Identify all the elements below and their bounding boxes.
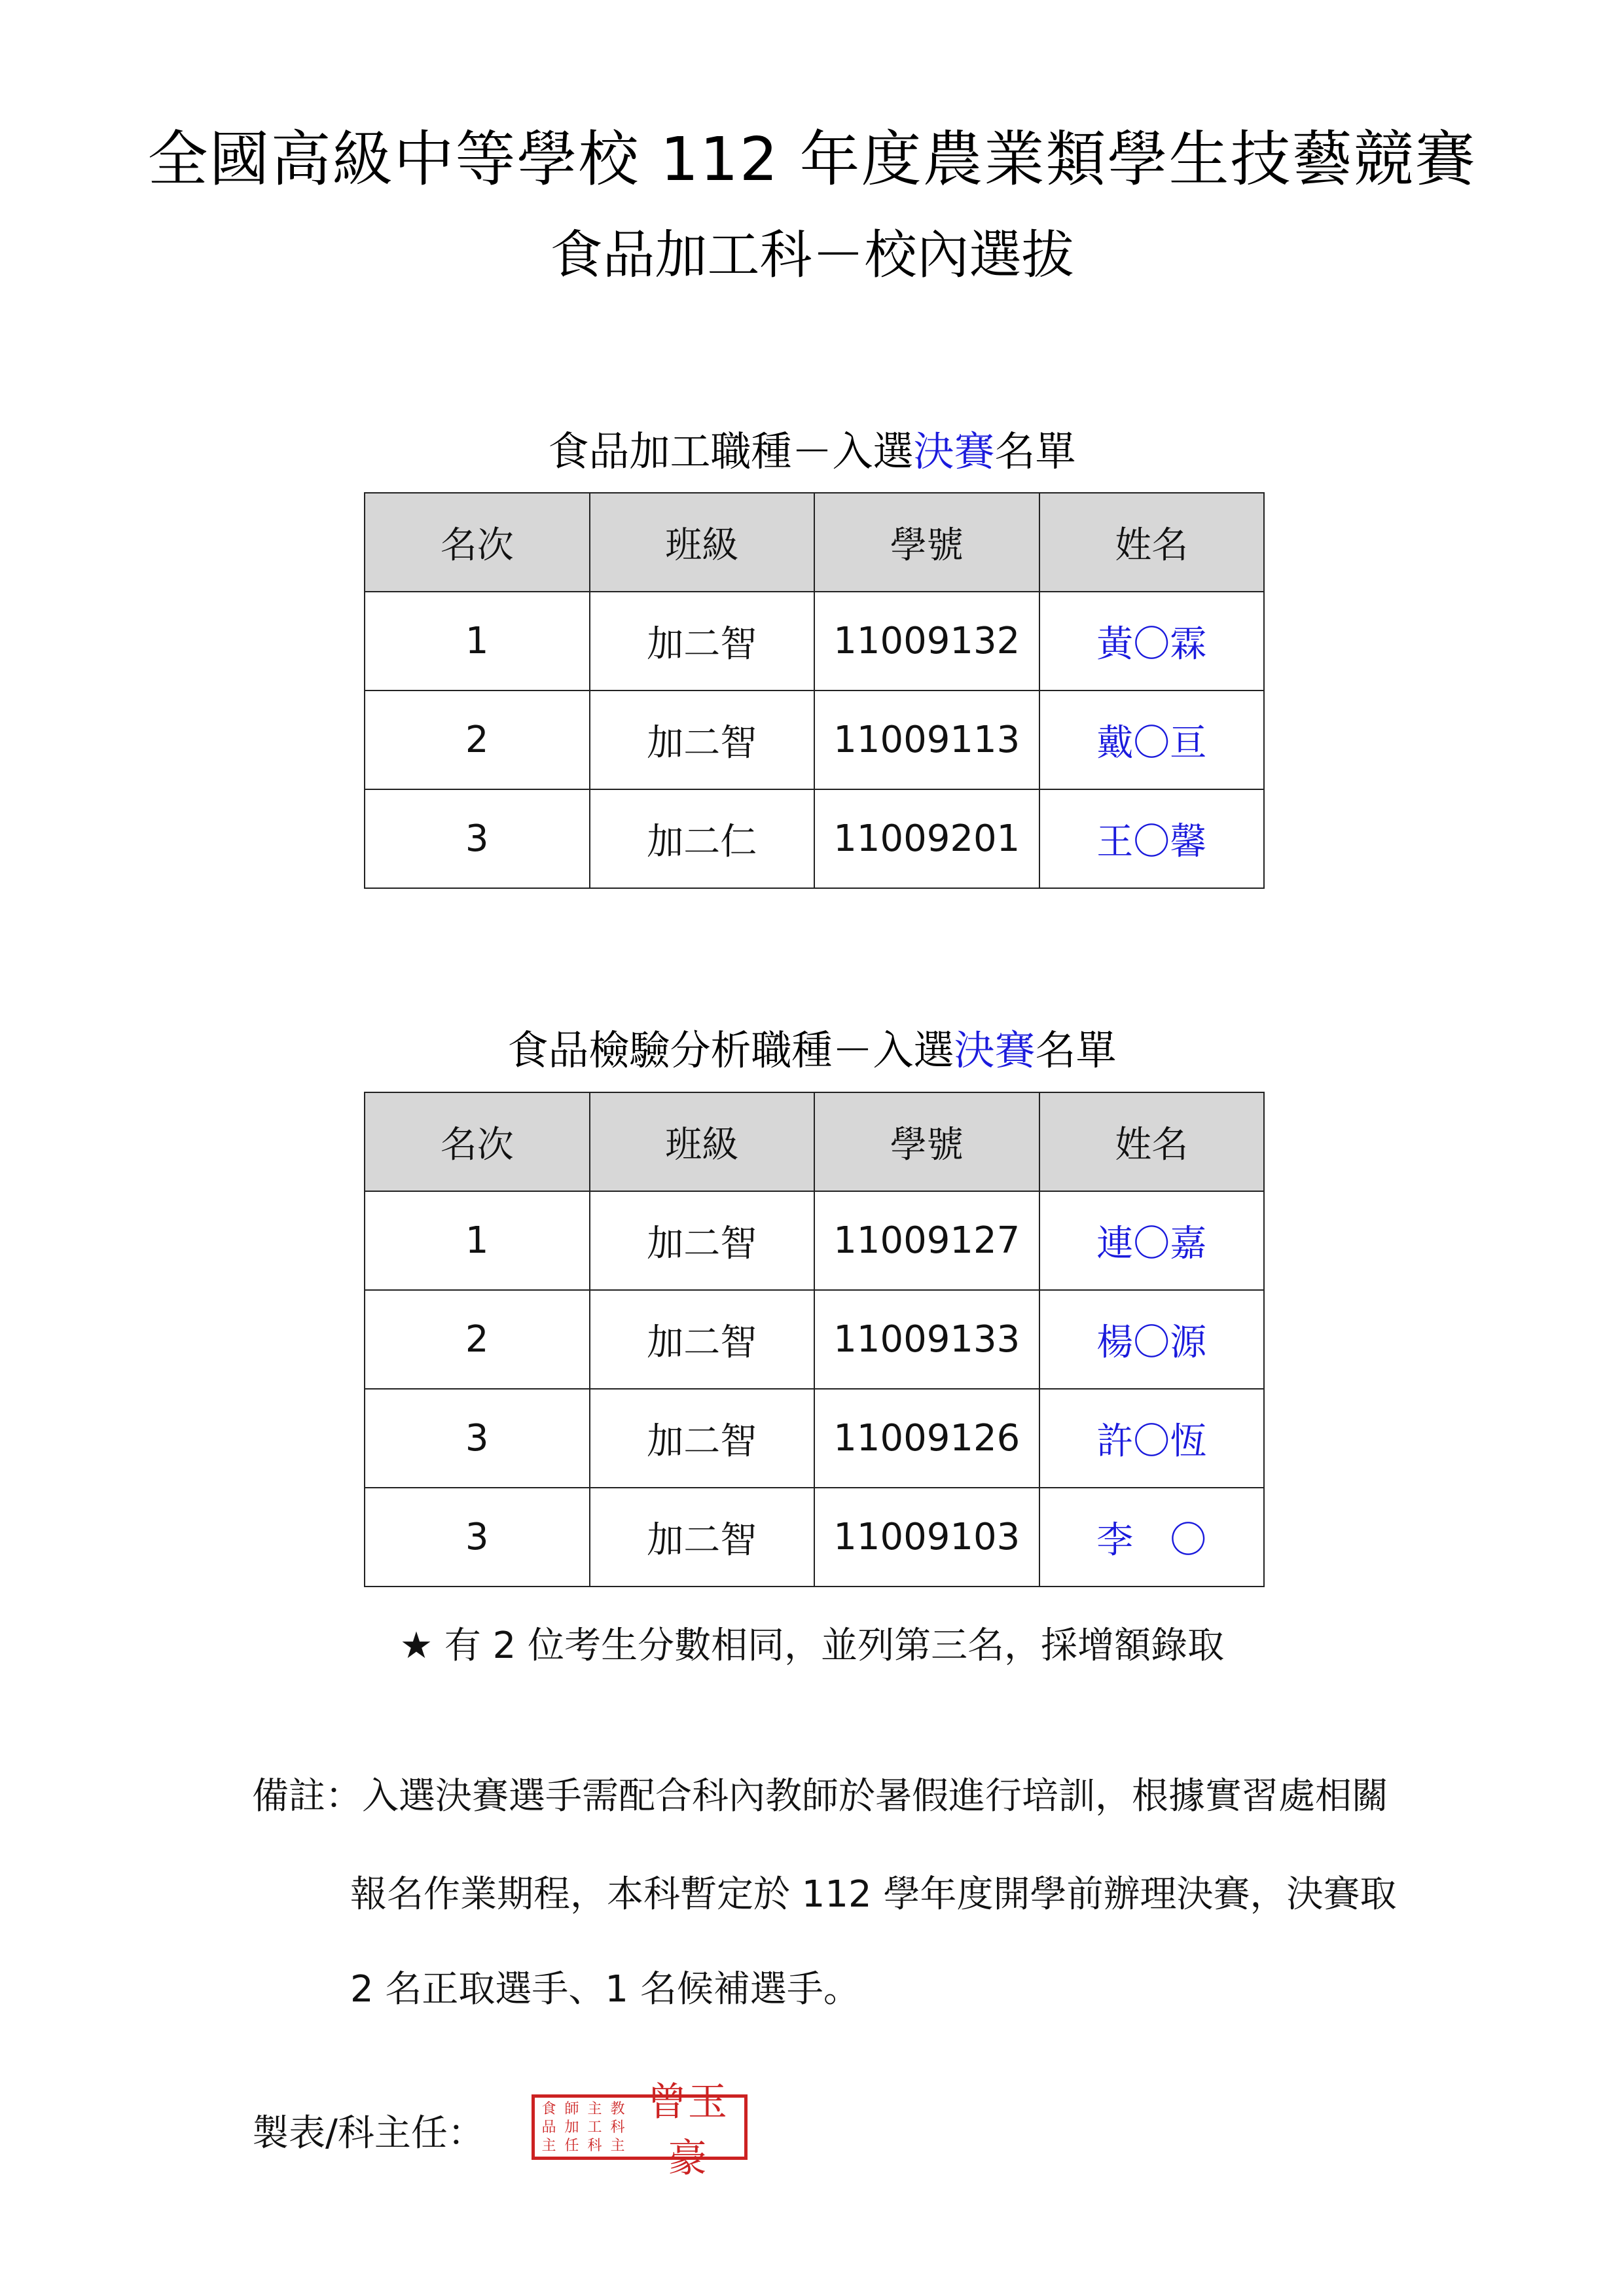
col-class-header: 班級 bbox=[590, 1092, 815, 1191]
student-name-cell: 戴〇亘 bbox=[1039, 691, 1265, 789]
col-rank-header: 名次 bbox=[365, 1092, 590, 1191]
student-id-cell: 11009103 bbox=[814, 1488, 1039, 1587]
table-row bbox=[365, 691, 1264, 789]
student-name-cell: 黃〇霖 bbox=[1039, 592, 1265, 691]
student-name-cell: 李 〇 bbox=[1039, 1488, 1265, 1587]
student-name-cell: 連〇嘉 bbox=[1039, 1191, 1265, 1290]
class-cell: 加二智 bbox=[590, 592, 815, 691]
seal-title-text: 食 師 主 教 品 加 工 科 主 任 科 主 bbox=[541, 2101, 625, 2154]
document-title: 全國高級中等學校 112 年度農業類學生技藝競賽 bbox=[147, 124, 1477, 194]
student-name-cell: 許〇恆 bbox=[1039, 1389, 1265, 1488]
table-row bbox=[365, 1191, 1264, 1290]
table2-caption bbox=[0, 1018, 1624, 1076]
col-id-header: 學號 bbox=[814, 493, 1039, 592]
table2-caption-pre: 食品檢驗分析職種－入選 bbox=[507, 1026, 954, 1074]
signer-label: 製表/科主任： bbox=[252, 2112, 484, 2155]
class-cell: 加二智 bbox=[590, 691, 815, 789]
rank-cell: 2 bbox=[365, 1290, 590, 1389]
tie-note: ★ 有 2 位考生分數相同，並列第三名，採增額錄取 bbox=[399, 1624, 1225, 1667]
document-subtitle: 食品加工科－校內選拔 bbox=[550, 224, 1074, 285]
table2-caption-post: 名單 bbox=[1035, 1026, 1117, 1074]
table1-caption-pre: 食品加工職種－入選 bbox=[548, 427, 914, 475]
col-name-header: 姓名 bbox=[1039, 1092, 1265, 1191]
table1-caption-highlight: 決賽 bbox=[913, 427, 995, 475]
table-row bbox=[365, 592, 1264, 691]
remark-line-3: 2 名正取選手、1 名候補選手。 bbox=[350, 1968, 860, 2011]
table-row bbox=[365, 1290, 1264, 1389]
rank-cell: 2 bbox=[365, 691, 590, 789]
rank-cell: 1 bbox=[365, 1191, 590, 1290]
class-cell: 加二仁 bbox=[590, 789, 815, 888]
remark-line-2: 報名作業期程，本科暫定於 112 學年度開學前辦理決賽，決賽取 bbox=[350, 1873, 1397, 1916]
table1-caption bbox=[0, 419, 1624, 477]
student-id-cell: 11009201 bbox=[814, 789, 1039, 888]
table-row bbox=[365, 1389, 1264, 1488]
student-id-cell: 11009132 bbox=[814, 592, 1039, 691]
rank-cell: 3 bbox=[365, 1389, 590, 1488]
student-id-cell: 11009113 bbox=[814, 691, 1039, 789]
student-id-cell: 11009133 bbox=[814, 1290, 1039, 1389]
col-id-header: 學號 bbox=[814, 1092, 1039, 1191]
class-cell: 加二智 bbox=[590, 1191, 815, 1290]
student-id-cell: 11009126 bbox=[814, 1389, 1039, 1488]
table-header-row bbox=[365, 493, 1264, 592]
food-analysis-table bbox=[364, 1092, 1265, 1587]
food-processing-table bbox=[364, 492, 1265, 889]
department-head-seal bbox=[532, 2079, 748, 2181]
student-id-cell: 11009127 bbox=[814, 1191, 1039, 1290]
table-row bbox=[365, 1488, 1264, 1587]
rank-cell: 3 bbox=[365, 789, 590, 888]
seal-name: 曾玉豪 bbox=[647, 2079, 729, 2181]
student-name-cell: 楊〇源 bbox=[1039, 1290, 1265, 1389]
col-class-header: 班級 bbox=[590, 493, 815, 592]
remark-line-1: 備註：入選決賽選手需配合科內教師於暑假進行培訓，根據實習處相關 bbox=[252, 1775, 1388, 1818]
table-header-row bbox=[365, 1092, 1264, 1191]
student-name-cell: 王〇馨 bbox=[1039, 789, 1265, 888]
class-cell: 加二智 bbox=[590, 1389, 815, 1488]
table-row bbox=[365, 789, 1264, 888]
rank-cell: 1 bbox=[365, 592, 590, 691]
class-cell: 加二智 bbox=[590, 1290, 815, 1389]
col-name-header: 姓名 bbox=[1039, 493, 1265, 592]
col-rank-header: 名次 bbox=[365, 493, 590, 592]
table1-caption-post: 名單 bbox=[994, 427, 1076, 475]
class-cell: 加二智 bbox=[590, 1488, 815, 1587]
table2-caption-highlight: 決賽 bbox=[954, 1026, 1036, 1074]
rank-cell: 3 bbox=[365, 1488, 590, 1587]
